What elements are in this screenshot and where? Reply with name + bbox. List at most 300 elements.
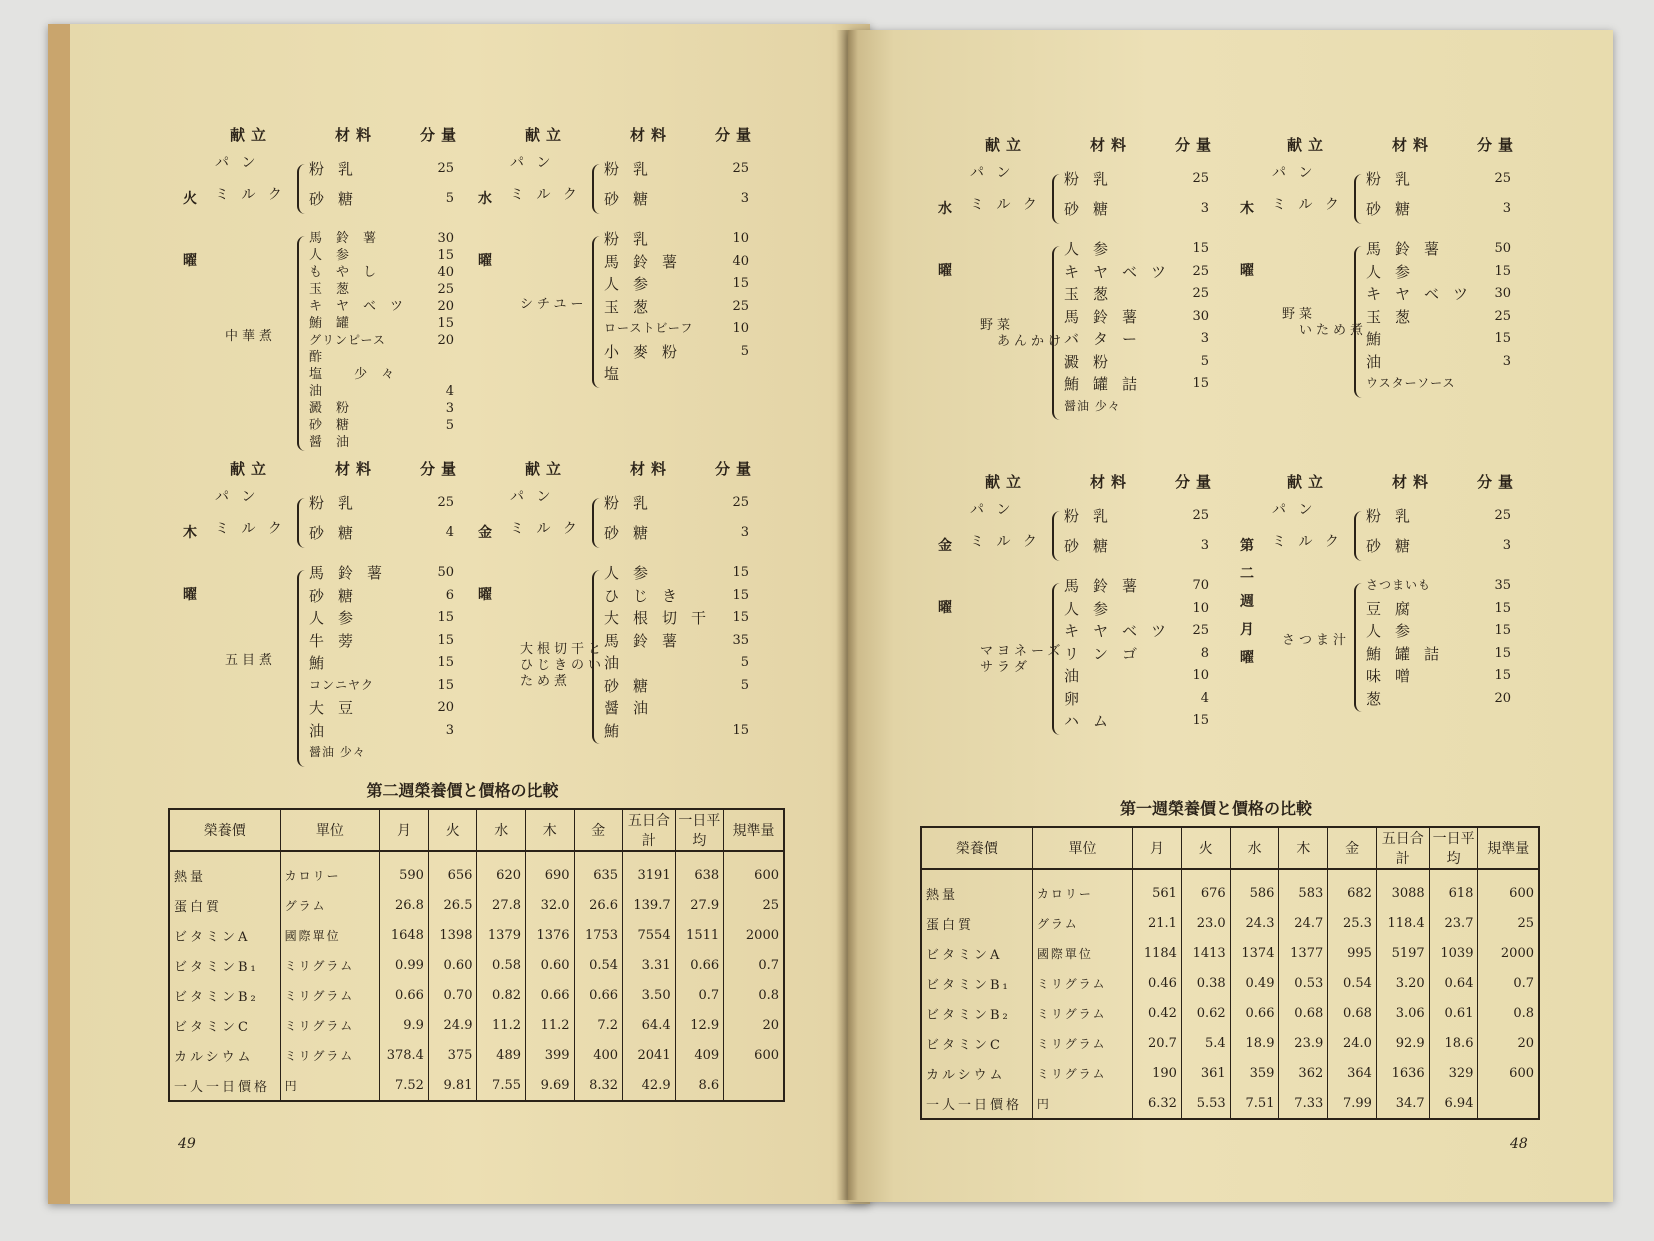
value-cell: 375	[428, 1040, 477, 1070]
column-header: 水	[1230, 827, 1279, 869]
right-menu-3	[1240, 473, 1537, 775]
value-cell: 400	[574, 1040, 623, 1070]
milk-label: ミ ル ク	[970, 197, 1041, 213]
material-header: 材料	[335, 460, 378, 478]
right-nutrition-table	[920, 826, 1540, 1120]
ingredient-amount: 15	[1494, 668, 1511, 683]
value-cell: 20	[724, 1010, 784, 1040]
material-header: 材料	[630, 126, 673, 144]
menu-header: 献立	[525, 126, 568, 144]
menu-header: 献立	[1287, 136, 1330, 154]
dish-item	[1064, 287, 1209, 309]
nutrient-label: ビタミンA	[921, 938, 1032, 968]
ingredient-amount: 4	[445, 384, 454, 399]
value-cell: 1636	[1376, 1058, 1429, 1088]
table-head	[169, 809, 784, 851]
ingredient-name: 豆腐	[1366, 599, 1425, 618]
column-header: 五日合計	[623, 809, 676, 851]
value-cell: 364	[1328, 1058, 1377, 1088]
dish-item	[1064, 262, 1209, 287]
ingredient-amount: 15	[1494, 623, 1511, 638]
ingredient-name: 粉乳	[604, 160, 663, 178]
unit-label: ミリグラム	[280, 1010, 380, 1040]
table-row	[169, 920, 784, 950]
value-cell: 32.0	[526, 890, 575, 920]
value-cell: 27.9	[675, 890, 724, 920]
ingredient-amount: 15	[1494, 331, 1511, 346]
ingredient-name: 醤油 少々	[309, 745, 366, 759]
material-header: 材料	[335, 126, 378, 144]
table-row	[169, 1070, 784, 1101]
amount-header: 分量	[1477, 136, 1520, 154]
value-cell: 1413	[1181, 938, 1230, 968]
dish-brace	[1052, 246, 1060, 420]
value-cell: 92.9	[1376, 1028, 1429, 1058]
value-cell: 3.20	[1376, 968, 1429, 998]
dish-name: さつま汁	[1282, 632, 1351, 648]
value-cell: 0.70	[428, 980, 477, 1010]
ingredient-name: 人参	[1064, 240, 1123, 258]
ingredient-name: ひじき	[604, 586, 692, 605]
value-cell: 0.60	[428, 950, 477, 980]
ingredient-amount: 15	[1192, 713, 1209, 728]
value-cell: 139.7	[623, 890, 676, 920]
value-cell: 7554	[623, 920, 676, 950]
ingredient-name: 鮪罐詰	[1366, 644, 1454, 663]
value-cell: 489	[477, 1040, 526, 1070]
unit-label: ミリグラム	[1032, 968, 1132, 998]
dish-name: シチユー	[520, 296, 588, 312]
milk-item	[604, 192, 749, 214]
ingredient-name: 鮪罐詰	[1064, 375, 1152, 393]
value-cell: 361	[1181, 1058, 1230, 1088]
value-cell: 1184	[1133, 938, 1182, 968]
ingredient-amount: 3	[1200, 201, 1209, 216]
amount-header: 分量	[715, 460, 758, 478]
table-row	[921, 998, 1539, 1028]
bread-label: パ ン	[215, 489, 260, 505]
dish-item	[1064, 599, 1209, 624]
table-row	[169, 1010, 784, 1040]
dish-item	[1366, 689, 1511, 714]
value-cell: 0.68	[1279, 998, 1328, 1028]
nutrient-label: ビタミンC	[921, 1028, 1032, 1058]
nutrient-label: ビタミンB₁	[921, 968, 1032, 998]
value-cell: 9.9	[380, 1010, 429, 1040]
dish-item	[604, 676, 749, 701]
ingredient-amount: 15	[1494, 263, 1511, 279]
unit-label: 円	[1032, 1088, 1132, 1119]
ingredient-amount: 5	[740, 655, 749, 670]
ingredient-amount: 25	[1192, 623, 1209, 638]
dish-name: 中華煮	[225, 328, 277, 344]
ingredient-name: ウスターソース	[1366, 376, 1456, 390]
unit-label: ミリグラム	[280, 950, 380, 980]
table-row	[921, 1088, 1539, 1119]
material-header: 材料	[1090, 136, 1133, 154]
value-cell: 1398	[428, 920, 477, 950]
dish-item	[604, 566, 749, 588]
value-cell: 42.9	[623, 1070, 676, 1101]
value-cell: 690	[526, 851, 575, 890]
ingredient-name: 鮪罐	[309, 316, 364, 331]
dish-name: 大根切干と ひじきのい ため煮	[520, 642, 606, 689]
value-cell: 676	[1181, 869, 1230, 908]
milk-item	[604, 526, 749, 548]
ingredient-amount: 5	[1200, 353, 1209, 369]
ingredient-amount: 15	[732, 587, 749, 603]
dish-brace	[1052, 583, 1060, 735]
milk-brace	[297, 164, 305, 214]
milk-label: ミ ル ク	[215, 521, 286, 537]
value-cell: 620	[477, 851, 526, 890]
dish-item	[1064, 400, 1209, 422]
dish-item	[1366, 307, 1511, 332]
value-cell: 656	[428, 851, 477, 890]
right-page-number: 48	[1510, 1136, 1528, 1152]
value-cell: 995	[1328, 938, 1377, 968]
material-header: 材料	[630, 460, 673, 478]
milk-brace	[1052, 511, 1060, 561]
ingredient-amount: 3	[445, 401, 454, 416]
value-cell: 190	[1133, 1058, 1182, 1088]
value-cell: 8.32	[574, 1070, 623, 1101]
day-label: 木 曜	[183, 525, 197, 603]
ingredient-amount: 15	[437, 610, 454, 625]
ingredient-name: 馬鈴薯	[1064, 577, 1152, 595]
ingredient-name: 玉葱	[1064, 285, 1123, 303]
ingredient-amount: 15	[437, 632, 454, 648]
nutrient-label: 一人一日價格	[921, 1088, 1032, 1119]
value-cell: 2041	[623, 1040, 676, 1070]
ingredient-amount: 25	[437, 495, 454, 510]
ingredient-name: 油	[1366, 352, 1396, 371]
ingredient-name: 人参	[604, 564, 663, 582]
value-cell: 0.68	[1328, 998, 1377, 1028]
value-cell: 5197	[1376, 938, 1429, 968]
bread-label: パ ン	[970, 502, 1015, 518]
value-cell: 600	[1478, 869, 1539, 908]
ingredient-amount: 3	[1200, 331, 1209, 346]
dish-item	[309, 721, 454, 746]
ingredient-name: 酢	[309, 350, 337, 365]
value-cell: 20.7	[1133, 1028, 1182, 1058]
value-cell: 378.4	[380, 1040, 429, 1070]
ingredient-name: 砂糖	[1366, 200, 1425, 218]
unit-label: カロリー	[280, 851, 380, 890]
dish-item	[604, 367, 749, 389]
dish-name: 野菜 あんかけ	[980, 318, 1066, 349]
ingredient-name: 玉葱	[604, 297, 663, 316]
dish-item	[604, 297, 749, 322]
unit-label: カロリー	[1032, 869, 1132, 908]
ingredient-amount: 15	[437, 655, 454, 670]
ingredient-name: 葱	[1366, 689, 1396, 708]
ingredient-amount: 15	[1192, 376, 1209, 391]
dish-name: 五目煮	[225, 653, 277, 669]
table-row	[921, 1028, 1539, 1058]
dish-item	[1064, 644, 1209, 669]
dish-item	[1064, 377, 1209, 399]
value-cell: 9.69	[526, 1070, 575, 1101]
dish-item	[309, 656, 454, 678]
milk-item	[1366, 202, 1511, 224]
ingredient-amount: 15	[437, 248, 454, 263]
ingredient-name: 砂糖	[1064, 200, 1123, 218]
table-row	[921, 938, 1539, 968]
ingredient-amount: 20	[437, 299, 454, 314]
ingredient-name: 澱粉	[1064, 352, 1123, 371]
bread-label: パ ン	[510, 489, 555, 505]
nutrient-label: カルシウム	[169, 1040, 280, 1070]
ingredient-name: 人参	[604, 275, 663, 293]
value-cell: 0.61	[1429, 998, 1478, 1028]
value-cell: 25	[1478, 908, 1539, 938]
value-cell: 1511	[675, 920, 724, 950]
ingredient-amount: 4	[1200, 690, 1209, 706]
value-cell: 0.66	[1230, 998, 1279, 1028]
dish-item	[604, 721, 749, 746]
value-cell: 8.6	[675, 1070, 724, 1101]
ingredient-name: キヤベツ	[309, 299, 418, 314]
table-row	[169, 980, 784, 1010]
value-cell: 586	[1230, 869, 1279, 908]
day-label: 木 曜	[1240, 201, 1254, 279]
milk-brace	[297, 498, 305, 548]
ingredient-amount: 8	[1200, 645, 1209, 661]
table-body	[921, 869, 1539, 1119]
left-menu-3	[478, 460, 775, 762]
unit-label: 國際單位	[1032, 938, 1132, 968]
ingredient-amount: 3	[445, 722, 454, 738]
left-nutrition-table	[168, 808, 785, 1102]
value-cell: 24.0	[1328, 1028, 1377, 1058]
milk-brace	[1354, 511, 1362, 561]
milk-item	[1064, 509, 1209, 531]
ingredient-amount: 25	[437, 282, 454, 297]
column-header: 單位	[1032, 827, 1132, 869]
value-cell: 0.7	[675, 980, 724, 1010]
column-header: 榮養價	[169, 809, 280, 851]
ingredient-name: 卵	[1064, 689, 1094, 708]
ingredient-amount: 15	[732, 610, 749, 625]
unit-label: グラム	[1032, 908, 1132, 938]
ingredient-amount: 25	[1494, 508, 1511, 523]
dish-item	[604, 701, 749, 723]
value-cell: 0.60	[526, 950, 575, 980]
dish-item	[1366, 599, 1511, 624]
ingredient-name: 油	[309, 384, 337, 399]
milk-item	[309, 526, 454, 548]
dish-item	[1064, 714, 1209, 736]
ingredient-name: キヤベツ	[1366, 285, 1483, 303]
milk-item	[309, 162, 454, 184]
ingredient-amount: 15	[1494, 645, 1511, 661]
ingredient-name: 馬鈴薯	[604, 631, 692, 650]
bread-label: パ ン	[215, 155, 260, 171]
value-cell: 600	[724, 851, 784, 890]
value-cell: 600	[724, 1040, 784, 1070]
dish-brace	[1354, 246, 1362, 398]
milk-item	[604, 496, 749, 518]
ingredient-name: 砂糖	[1064, 537, 1123, 555]
value-cell: 2000	[1478, 938, 1539, 968]
value-cell: 635	[574, 851, 623, 890]
ingredient-name: バター	[1064, 330, 1152, 348]
ingredient-name: 粉乳	[604, 230, 663, 248]
dish-item	[1064, 624, 1209, 646]
ingredient-amount: 70	[1192, 578, 1209, 593]
nutrient-label: 熱量	[921, 869, 1032, 908]
right-table-title: 第一週榮養價と價格の比較	[1120, 799, 1313, 818]
dish-item	[1366, 377, 1511, 399]
column-header: 榮養價	[921, 827, 1032, 869]
ingredient-amount: 10	[1192, 600, 1209, 616]
dish-name: 野菜 いため煮	[1282, 306, 1368, 338]
ingredient-name: 砂糖	[309, 586, 368, 605]
value-cell: 0.66	[380, 980, 429, 1010]
ingredient-amount: 25	[1192, 286, 1209, 301]
dish-item	[1064, 689, 1209, 714]
ingredient-name: 小麥粉	[604, 342, 692, 361]
column-header: 單位	[280, 809, 380, 851]
menu-header: 献立	[230, 460, 273, 478]
ingredient-name: 粉乳	[1366, 170, 1425, 188]
dish-item	[309, 566, 454, 588]
value-cell: 600	[1478, 1058, 1539, 1088]
amount-header: 分量	[1175, 473, 1218, 491]
value-cell: 3.31	[623, 950, 676, 980]
ingredient-name: 油	[1064, 667, 1094, 685]
value-cell: 7.2	[574, 1010, 623, 1040]
milk-item	[1366, 509, 1511, 531]
milk-item	[1366, 172, 1511, 194]
ingredient-amount: 3	[1502, 353, 1511, 369]
milk-brace	[1052, 174, 1060, 224]
value-cell: 0.66	[675, 950, 724, 980]
ingredient-name: 味噌	[1366, 667, 1425, 685]
value-cell: 0.42	[1133, 998, 1182, 1028]
ingredient-name: 粉乳	[1064, 170, 1123, 188]
column-header: 火	[1181, 827, 1230, 869]
left-page-number: 49	[178, 1136, 196, 1152]
value-cell	[724, 1070, 784, 1101]
amount-header: 分量	[420, 126, 463, 144]
right-menu-0	[938, 136, 1235, 438]
nutrient-label: 蛋白質	[921, 908, 1032, 938]
ingredient-amount: 10	[732, 231, 749, 246]
value-cell: 682	[1328, 869, 1377, 908]
ingredient-amount: 3	[1502, 538, 1511, 553]
ingredient-amount: 40	[437, 265, 454, 280]
ingredient-name: 玉葱	[1366, 307, 1425, 326]
column-header: 月	[380, 809, 429, 851]
value-cell: 27.8	[477, 890, 526, 920]
value-cell: 329	[1429, 1058, 1478, 1088]
dish-item	[1366, 644, 1511, 669]
ingredient-amount: 3	[740, 191, 749, 206]
unit-label: ミリグラム	[1032, 998, 1132, 1028]
ingredient-name: 砂糖	[309, 418, 364, 433]
ingredient-amount: 15	[1494, 600, 1511, 616]
dish-item	[604, 611, 749, 633]
column-header: 規準量	[724, 809, 784, 851]
ingredient-amount: 25	[1494, 171, 1511, 186]
milk-label: ミ ル ク	[1272, 197, 1343, 213]
column-header: 木	[1279, 827, 1328, 869]
dish-item	[604, 322, 749, 344]
milk-label: ミ ル ク	[215, 187, 286, 203]
nutrient-label: ビタミンA	[169, 920, 280, 950]
value-cell: 23.9	[1279, 1028, 1328, 1058]
right-menu-2	[938, 473, 1235, 775]
ingredient-name: 塩 少々	[309, 367, 409, 382]
ingredient-name: 粉乳	[1366, 507, 1425, 525]
value-cell: 25	[724, 890, 784, 920]
unit-label: ミリグラム	[1032, 1028, 1132, 1058]
milk-item	[1366, 539, 1511, 561]
column-header: 木	[526, 809, 575, 851]
table-row	[169, 851, 784, 890]
milk-item	[1064, 202, 1209, 224]
value-cell: 21.1	[1133, 908, 1182, 938]
value-cell: 34.7	[1376, 1088, 1429, 1119]
milk-brace	[592, 498, 600, 548]
milk-item	[604, 162, 749, 184]
table-row	[921, 968, 1539, 998]
dish-item	[309, 631, 454, 656]
dish-item	[1064, 579, 1209, 601]
bread-label: パ ン	[1272, 502, 1317, 518]
ingredient-name: コンニヤク	[309, 677, 375, 692]
value-cell: 7.55	[477, 1070, 526, 1101]
menu-header: 献立	[230, 126, 273, 144]
value-cell: 24.3	[1230, 908, 1279, 938]
value-cell: 0.82	[477, 980, 526, 1010]
value-cell: 0.53	[1279, 968, 1328, 998]
value-cell: 23.7	[1429, 908, 1478, 938]
ingredient-amount: 25	[732, 298, 749, 314]
ingredient-amount: 25	[732, 495, 749, 510]
value-cell: 7.52	[380, 1070, 429, 1101]
value-cell: 583	[1279, 869, 1328, 908]
value-cell: 24.9	[428, 1010, 477, 1040]
book-gutter	[836, 30, 858, 1200]
ingredient-name: 澱粉	[309, 401, 364, 416]
nutrient-label: ビタミンB₂	[921, 998, 1032, 1028]
dish-item	[1366, 332, 1511, 354]
bread-label: パ ン	[1272, 165, 1317, 181]
dish-item	[1366, 669, 1511, 691]
ingredient-name: 粉乳	[604, 494, 663, 512]
nutrient-label: 蛋白質	[169, 890, 280, 920]
ingredient-name: さつまいも	[1366, 578, 1432, 592]
ingredient-name: 人参	[1366, 622, 1425, 640]
left-menu-2	[183, 460, 480, 762]
ingredient-name: グリンピース	[309, 333, 386, 347]
table-row	[921, 908, 1539, 938]
value-cell: 118.4	[1376, 908, 1429, 938]
day-label: 水 曜	[938, 201, 952, 279]
dish-brace	[1354, 583, 1362, 712]
ingredient-amount: 30	[1192, 308, 1209, 324]
menu-header: 献立	[985, 473, 1028, 491]
value-cell: 20	[1478, 1028, 1539, 1058]
ingredient-amount: 3	[1502, 201, 1511, 216]
day-label: 火 曜	[183, 191, 197, 269]
value-cell: 409	[675, 1040, 724, 1070]
ingredient-amount: 15	[437, 677, 454, 693]
